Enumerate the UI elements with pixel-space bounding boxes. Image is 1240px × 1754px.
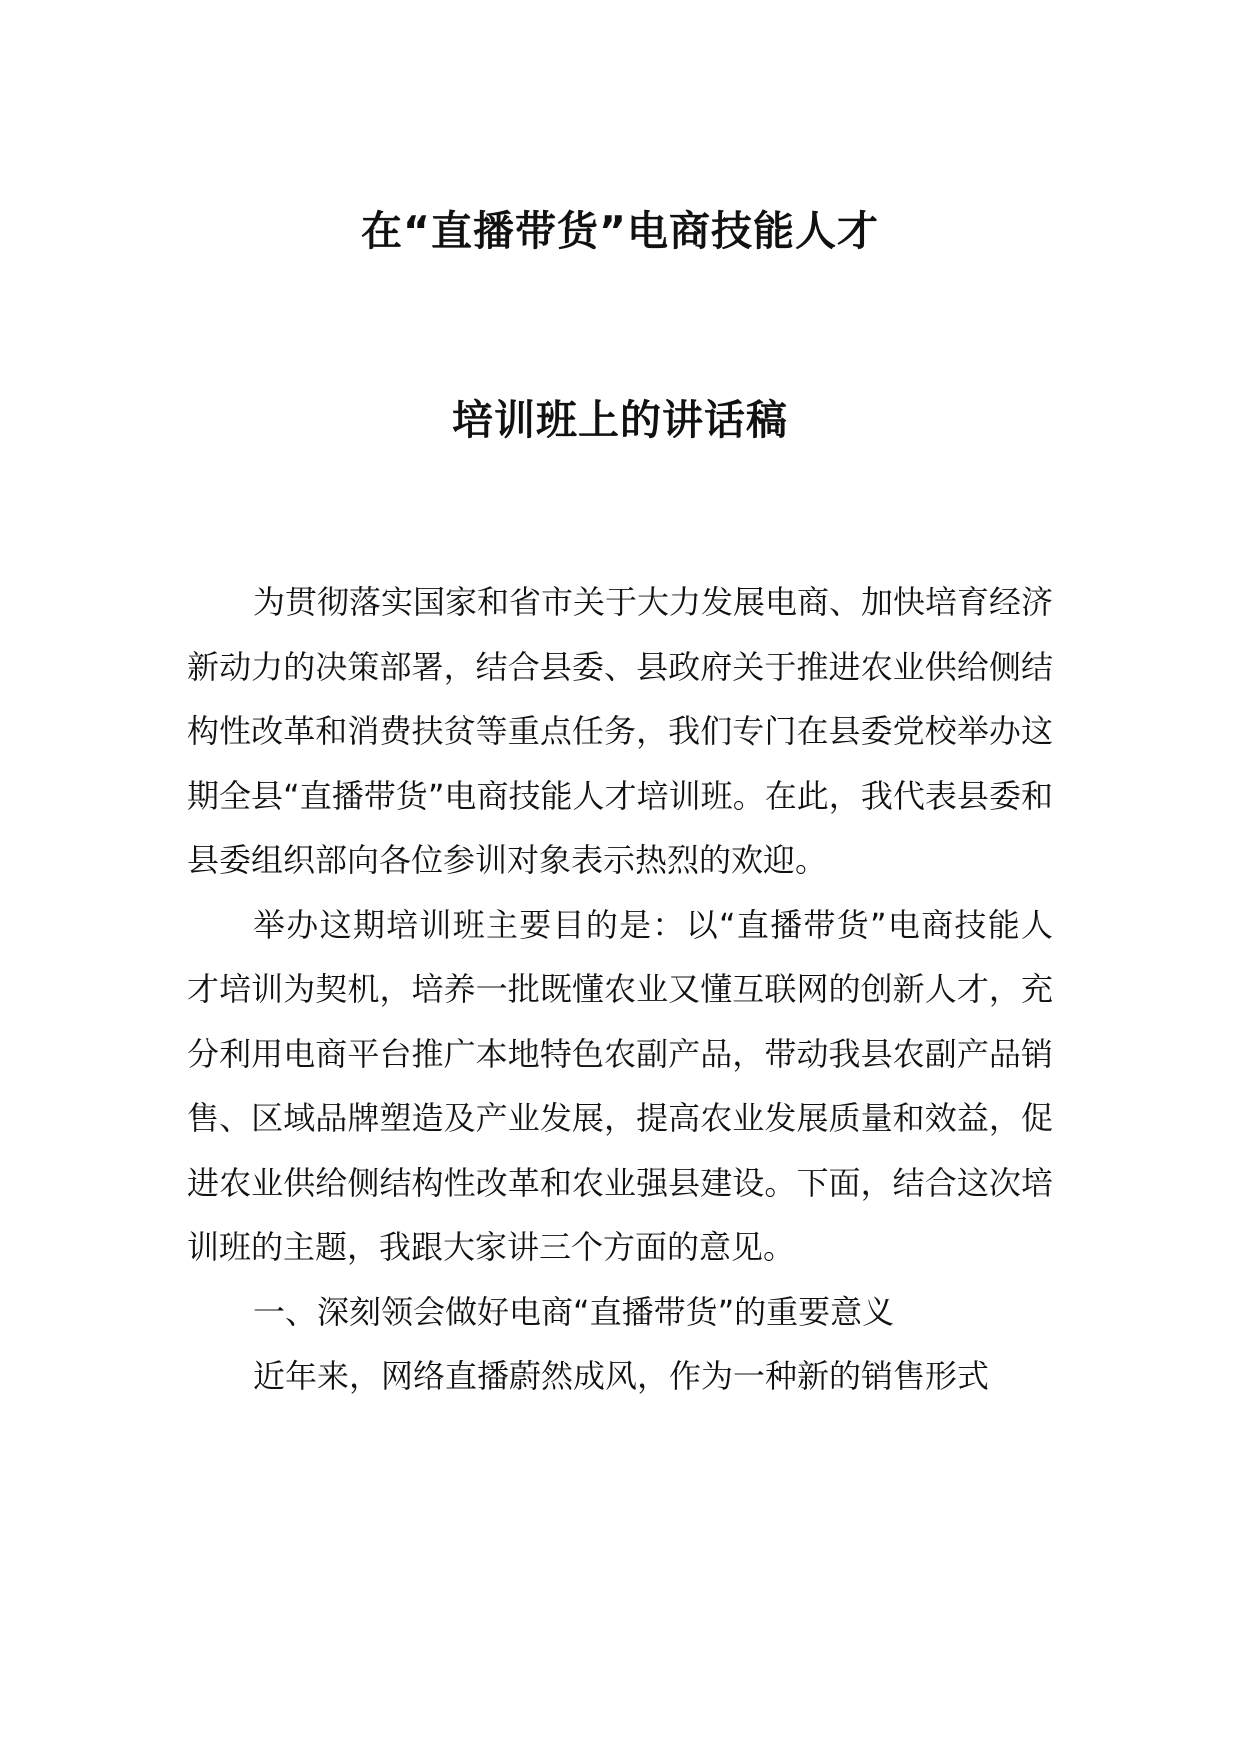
paragraph-purpose: 举办这期培训班主要目的是：以“直播带货”电商技能人才培训为契机，培养一批既懂农业又懂互联网的创新人才，充分利用电商平台推广本地特色农副产品，带动我县农副产品销售、区域品牌塑造及产业发展，提高农业发展质量和效益，促进农业供给侧结构性改革和农业强县建设。下面，结合这次培训班的主题，我跟大家讲三个方面的意见。 — [187, 905, 1053, 1266]
document-title-line-2: 培训班上的讲话稿 — [452, 396, 788, 444]
document-title-line-1: 在“直播带货”电商技能人才 — [361, 207, 879, 255]
section-heading-1: 一、深刻领会做好电商“直播带货”的重要意义 — [253, 1292, 895, 1331]
paragraph-intro: 为贯彻落实国家和省市关于大力发展电商、加快培育经济新动力的决策部署，结合县委、县政府关于推进农业供给侧结构性改革和消费扶贫等重点任务，我们专门在县委党校举办这期全县“直播带货”电商技能人才培训班。在此，我代表县委和县委组织部向各位参训对象表示热烈的欢迎。 — [187, 583, 1054, 879]
document-body — [187, 570, 1053, 1409]
paragraph-section-1-start: 近年来，网络直播蔚然成风，作为一种新的销售形式 — [253, 1357, 990, 1395]
